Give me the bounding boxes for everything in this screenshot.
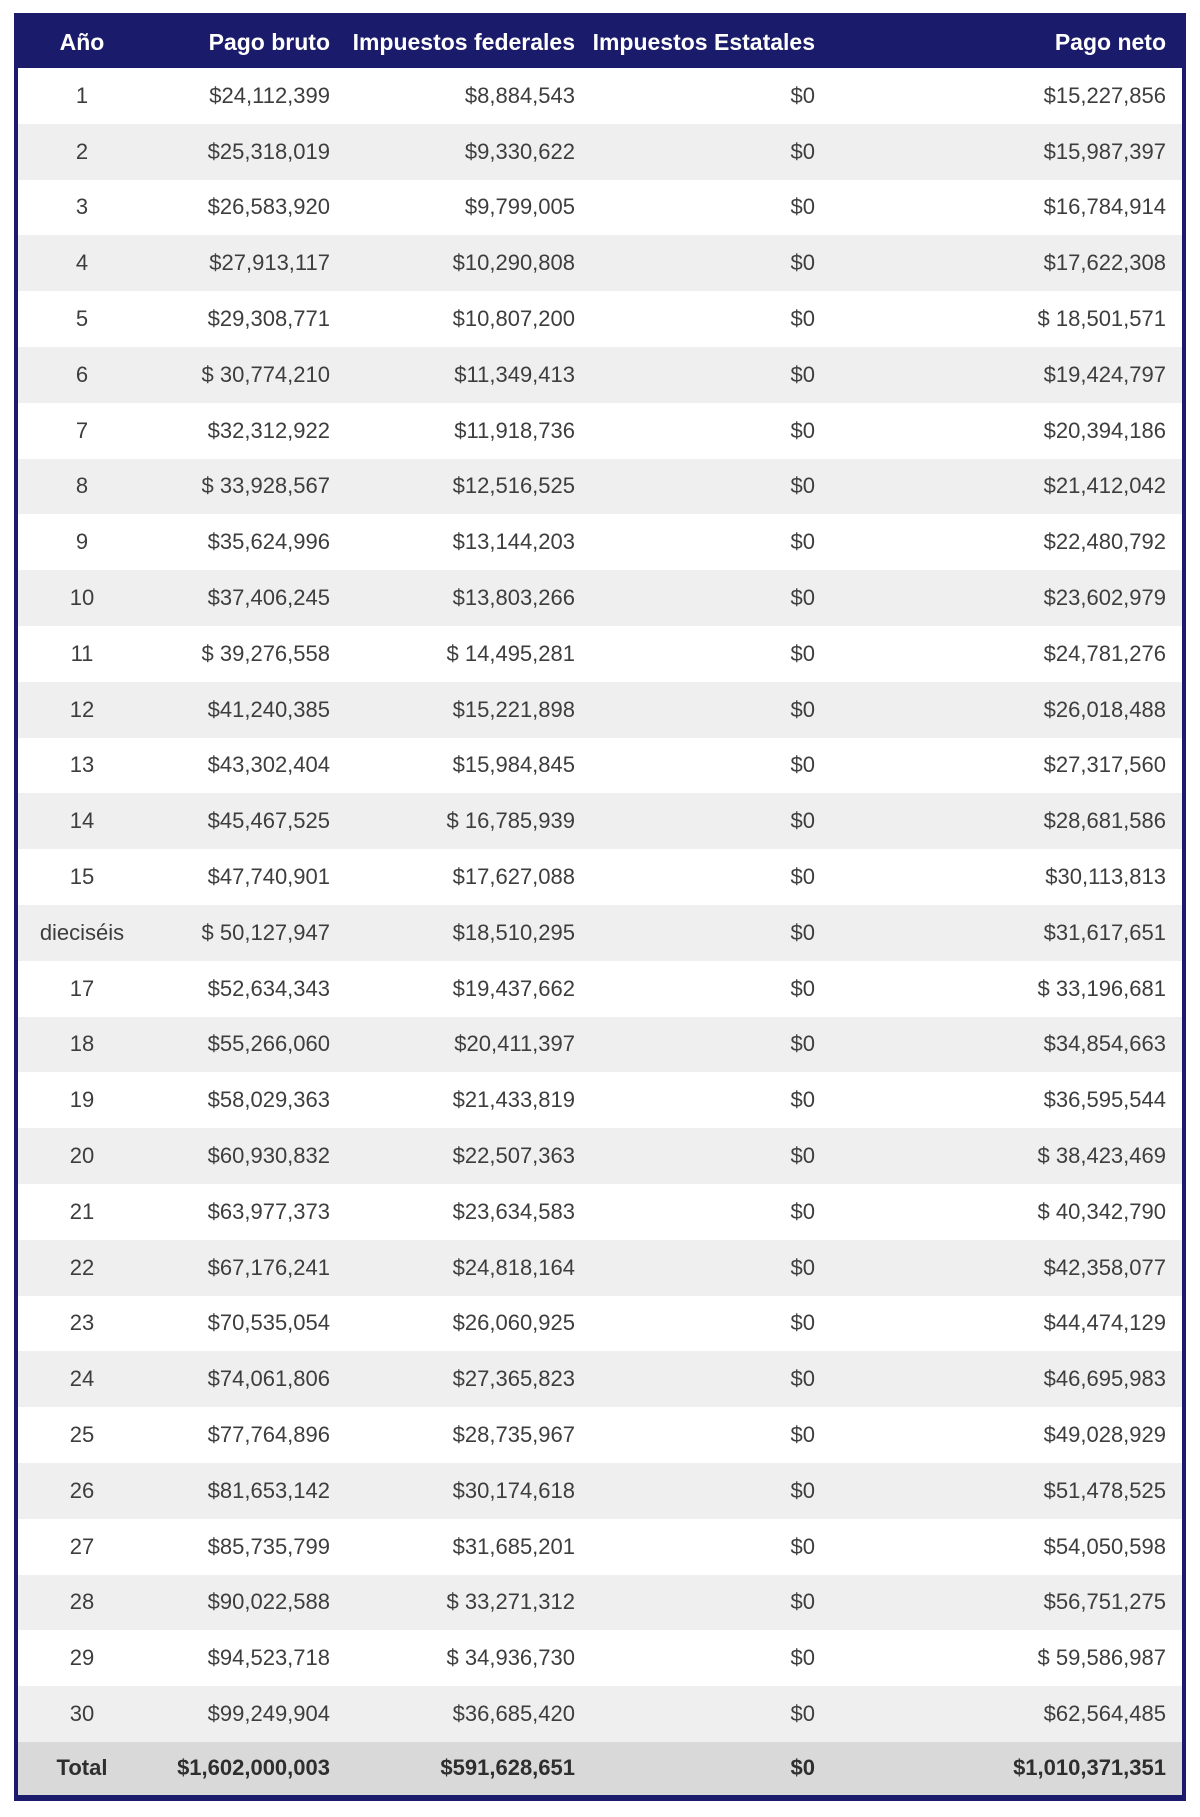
cell-state-taxes: $0 <box>790 1701 815 1726</box>
cell-state-taxes: $0 <box>790 919 815 945</box>
cell-federal-taxes: $30,174,618 <box>452 1477 575 1503</box>
cell-year: dieciséis <box>39 919 125 945</box>
table-row <box>16 793 1184 849</box>
table-row <box>16 961 1184 1017</box>
cell-year: 13 <box>69 752 95 778</box>
column-header-state-taxes: Impuestos Estatales <box>592 29 815 55</box>
cell-year: 6 <box>75 361 89 387</box>
cell-federal-taxes: $12,516,525 <box>452 473 575 499</box>
table-row <box>16 347 1184 403</box>
cell-net-payment: $15,987,397 <box>1043 138 1166 164</box>
cell-federal-taxes: $17,627,088 <box>452 864 575 890</box>
cell-net-payment: $34,854,663 <box>1043 1031 1166 1057</box>
cell-gross-payment: $27,913,117 <box>209 250 330 276</box>
cell-gross-payment: $35,624,996 <box>207 529 330 555</box>
cell-state-taxes: $0 <box>790 1087 815 1113</box>
cell-year: 10 <box>69 585 95 611</box>
cell-year: 15 <box>69 864 95 890</box>
table-row <box>16 291 1184 347</box>
cell-year: 11 <box>70 640 94 666</box>
table-row <box>16 1575 1184 1631</box>
cell-gross-payment: $77,764,896 <box>207 1422 330 1448</box>
table-header <box>16 15 1184 68</box>
cell-gross-payment: $99,249,904 <box>207 1701 330 1726</box>
cell-gross-payment: $37,406,245 <box>207 585 330 611</box>
cell-year: 7 <box>75 417 89 443</box>
cell-net-payment: $23,602,979 <box>1043 585 1166 611</box>
cell-state-taxes: $0 <box>790 752 815 778</box>
table-row <box>16 124 1184 180</box>
cell-net-payment: $62,564,485 <box>1043 1701 1166 1726</box>
cell-net-payment: $15,227,856 <box>1043 82 1166 108</box>
total-state-taxes: $0 <box>790 1755 815 1781</box>
table-row <box>16 1128 1184 1184</box>
cell-state-taxes: $0 <box>790 250 815 276</box>
cell-gross-payment: $90,022,588 <box>207 1589 330 1615</box>
cell-federal-taxes: $24,818,164 <box>452 1254 575 1280</box>
cell-federal-taxes: $19,437,662 <box>452 975 575 1001</box>
cell-gross-payment: $ 30,774,210 <box>201 361 330 387</box>
cell-net-payment: $26,018,488 <box>1043 696 1166 722</box>
table-row <box>16 1240 1184 1296</box>
cell-year: 1 <box>75 82 89 108</box>
table-row <box>16 1630 1184 1686</box>
cell-year: 28 <box>69 1589 95 1615</box>
cell-gross-payment: $60,930,832 <box>207 1143 330 1169</box>
cell-state-taxes: $0 <box>790 138 815 164</box>
cell-net-payment: $42,358,077 <box>1043 1254 1166 1280</box>
table-footer <box>16 1742 1184 1798</box>
cell-year: 24 <box>69 1366 95 1392</box>
cell-federal-taxes: $9,799,005 <box>464 194 575 220</box>
cell-year: 8 <box>75 473 89 499</box>
cell-net-payment: $44,474,129 <box>1043 1310 1166 1336</box>
table-row <box>16 1351 1184 1407</box>
cell-state-taxes: $0 <box>790 82 815 108</box>
cell-net-payment: $ 40,342,790 <box>1037 1198 1166 1224</box>
column-header-gross-payment: Pago bruto <box>208 29 330 55</box>
cell-net-payment: $ 59,586,987 <box>1037 1645 1166 1671</box>
table-body <box>16 68 1184 1742</box>
cell-gross-payment: $29,308,771 <box>207 306 330 332</box>
cell-state-taxes: $0 <box>790 640 815 666</box>
cell-year: 29 <box>69 1645 95 1671</box>
cell-state-taxes: $0 <box>790 1198 815 1224</box>
table-row <box>16 849 1184 905</box>
cell-net-payment: $ 18,501,571 <box>1037 306 1166 332</box>
cell-net-payment: $54,050,598 <box>1043 1533 1166 1559</box>
cell-federal-taxes: $8,884,543 <box>464 82 575 108</box>
cell-net-payment: $31,617,651 <box>1043 919 1166 945</box>
cell-state-taxes: $0 <box>790 696 815 722</box>
cell-gross-payment: $ 33,928,567 <box>201 473 330 499</box>
cell-federal-taxes: $11,349,413 <box>454 361 575 387</box>
cell-gross-payment: $24,112,399 <box>209 82 330 108</box>
cell-gross-payment: $ 50,127,947 <box>201 919 330 945</box>
cell-net-payment: $51,478,525 <box>1043 1477 1166 1503</box>
cell-federal-taxes: $9,330,622 <box>464 138 575 164</box>
cell-state-taxes: $0 <box>790 1477 815 1503</box>
cell-year: 3 <box>75 194 89 220</box>
cell-federal-taxes: $ 34,936,730 <box>446 1645 575 1671</box>
cell-federal-taxes: $11,918,736 <box>454 417 575 443</box>
cell-gross-payment: $55,266,060 <box>207 1031 330 1057</box>
cell-year: 20 <box>69 1143 95 1169</box>
payout-table <box>14 13 1186 1801</box>
cell-net-payment: $ 38,423,469 <box>1037 1143 1166 1169</box>
cell-net-payment: $24,781,276 <box>1043 640 1166 666</box>
cell-year: 18 <box>69 1031 95 1057</box>
cell-year: 4 <box>75 250 89 276</box>
cell-gross-payment: $94,523,718 <box>207 1645 330 1671</box>
total-net-payment: $1,010,371,351 <box>1013 1755 1166 1781</box>
cell-federal-taxes: $27,365,823 <box>452 1366 575 1392</box>
cell-gross-payment: $26,583,920 <box>207 194 330 220</box>
cell-state-taxes: $0 <box>790 975 815 1001</box>
cell-net-payment: $ 33,196,681 <box>1037 975 1166 1001</box>
cell-federal-taxes: $31,685,201 <box>452 1533 575 1559</box>
cell-state-taxes: $0 <box>790 1310 815 1336</box>
cell-year: 21 <box>69 1198 95 1224</box>
cell-federal-taxes: $ 16,785,939 <box>446 808 575 834</box>
cell-gross-payment: $ 39,276,558 <box>201 640 330 666</box>
cell-year: 12 <box>69 696 95 722</box>
cell-federal-taxes: $18,510,295 <box>452 919 575 945</box>
cell-state-taxes: $0 <box>790 529 815 555</box>
cell-federal-taxes: $15,221,898 <box>452 696 575 722</box>
table-row <box>16 1686 1184 1742</box>
cell-federal-taxes: $10,290,808 <box>452 250 575 276</box>
cell-state-taxes: $0 <box>790 194 815 220</box>
table-row <box>16 180 1184 236</box>
table-row <box>16 1407 1184 1463</box>
cell-state-taxes: $0 <box>790 417 815 443</box>
cell-federal-taxes: $20,411,397 <box>454 1031 575 1057</box>
table-row <box>16 1072 1184 1128</box>
table-row <box>16 682 1184 738</box>
cell-federal-taxes: $13,803,266 <box>452 585 575 611</box>
cell-net-payment: $46,695,983 <box>1043 1366 1166 1392</box>
cell-net-payment: $56,751,275 <box>1043 1589 1166 1615</box>
cell-state-taxes: $0 <box>790 1254 815 1280</box>
cell-gross-payment: $85,735,799 <box>207 1533 330 1559</box>
cell-state-taxes: $0 <box>790 306 815 332</box>
cell-net-payment: $17,622,308 <box>1043 250 1166 276</box>
total-row <box>16 1742 1184 1798</box>
total-label: Total <box>56 1755 108 1781</box>
cell-state-taxes: $0 <box>790 1422 815 1448</box>
cell-year: 9 <box>75 529 89 555</box>
table-row <box>16 459 1184 515</box>
table-row <box>16 235 1184 291</box>
cell-state-taxes: $0 <box>790 864 815 890</box>
cell-gross-payment: $58,029,363 <box>207 1087 330 1113</box>
column-header-year: Año <box>59 29 105 55</box>
cell-year: 19 <box>69 1087 95 1113</box>
cell-state-taxes: $0 <box>790 1533 815 1559</box>
cell-gross-payment: $70,535,054 <box>207 1310 330 1336</box>
cell-gross-payment: $32,312,922 <box>207 417 330 443</box>
cell-gross-payment: $81,653,142 <box>207 1477 330 1503</box>
cell-federal-taxes: $10,807,200 <box>452 306 575 332</box>
cell-year: 30 <box>69 1701 95 1726</box>
cell-state-taxes: $0 <box>790 1143 815 1169</box>
cell-state-taxes: $0 <box>790 1589 815 1615</box>
cell-gross-payment: $25,318,019 <box>207 138 330 164</box>
cell-net-payment: $36,595,544 <box>1043 1087 1166 1113</box>
cell-year: 14 <box>69 808 95 834</box>
cell-net-payment: $27,317,560 <box>1043 752 1166 778</box>
table-row <box>16 1184 1184 1240</box>
cell-year: 26 <box>69 1477 95 1503</box>
table-row <box>16 514 1184 570</box>
cell-federal-taxes: $ 14,495,281 <box>446 640 575 666</box>
cell-gross-payment: $63,977,373 <box>207 1198 330 1224</box>
cell-gross-payment: $74,061,806 <box>207 1366 330 1392</box>
cell-year: 25 <box>69 1422 95 1448</box>
header-row <box>16 15 1184 68</box>
total-federal-taxes: $591,628,651 <box>440 1755 575 1781</box>
payout-table-container <box>14 13 1186 1801</box>
cell-gross-payment: $41,240,385 <box>207 696 330 722</box>
cell-federal-taxes: $22,507,363 <box>452 1143 575 1169</box>
total-gross-payment: $1,602,000,003 <box>177 1755 330 1781</box>
table-row <box>16 738 1184 794</box>
cell-net-payment: $22,480,792 <box>1043 529 1166 555</box>
cell-federal-taxes: $ 33,271,312 <box>446 1589 575 1615</box>
cell-year: 23 <box>69 1310 95 1336</box>
table-row <box>16 905 1184 961</box>
cell-year: 2 <box>75 138 89 164</box>
cell-net-payment: $28,681,586 <box>1043 808 1166 834</box>
cell-net-payment: $16,784,914 <box>1043 194 1166 220</box>
cell-state-taxes: $0 <box>790 585 815 611</box>
cell-state-taxes: $0 <box>790 808 815 834</box>
table-row <box>16 1017 1184 1073</box>
cell-state-taxes: $0 <box>790 361 815 387</box>
cell-gross-payment: $52,634,343 <box>207 975 330 1001</box>
cell-federal-taxes: $21,433,819 <box>452 1087 575 1113</box>
cell-year: 27 <box>69 1533 95 1559</box>
column-header-net-payment: Pago neto <box>1054 29 1166 55</box>
cell-net-payment: $21,412,042 <box>1043 473 1166 499</box>
table-row <box>16 1296 1184 1352</box>
cell-federal-taxes: $28,735,967 <box>452 1422 575 1448</box>
table-row <box>16 68 1184 124</box>
cell-gross-payment: $47,740,901 <box>207 864 330 890</box>
table-row <box>16 1463 1184 1519</box>
table-row <box>16 1519 1184 1575</box>
cell-state-taxes: $0 <box>790 1031 815 1057</box>
cell-net-payment: $20,394,186 <box>1043 417 1166 443</box>
cell-federal-taxes: $26,060,925 <box>452 1310 575 1336</box>
cell-state-taxes: $0 <box>790 473 815 499</box>
cell-net-payment: $19,424,797 <box>1043 361 1166 387</box>
table-row <box>16 403 1184 459</box>
cell-net-payment: $30,113,813 <box>1045 864 1166 890</box>
cell-net-payment: $49,028,929 <box>1043 1422 1166 1448</box>
table-row <box>16 626 1184 682</box>
cell-gross-payment: $45,467,525 <box>207 808 330 834</box>
table-row <box>16 570 1184 626</box>
cell-federal-taxes: $13,144,203 <box>452 529 575 555</box>
cell-year: 5 <box>75 306 89 332</box>
cell-federal-taxes: $15,984,845 <box>452 752 575 778</box>
cell-federal-taxes: $36,685,420 <box>452 1701 575 1726</box>
column-header-federal-taxes: Impuestos federales <box>352 29 575 55</box>
cell-state-taxes: $0 <box>790 1645 815 1671</box>
cell-federal-taxes: $23,634,583 <box>452 1198 575 1224</box>
cell-gross-payment: $43,302,404 <box>207 752 330 778</box>
cell-year: 17 <box>69 975 95 1001</box>
cell-state-taxes: $0 <box>790 1366 815 1392</box>
cell-gross-payment: $67,176,241 <box>207 1254 330 1280</box>
cell-year: 22 <box>69 1254 95 1280</box>
